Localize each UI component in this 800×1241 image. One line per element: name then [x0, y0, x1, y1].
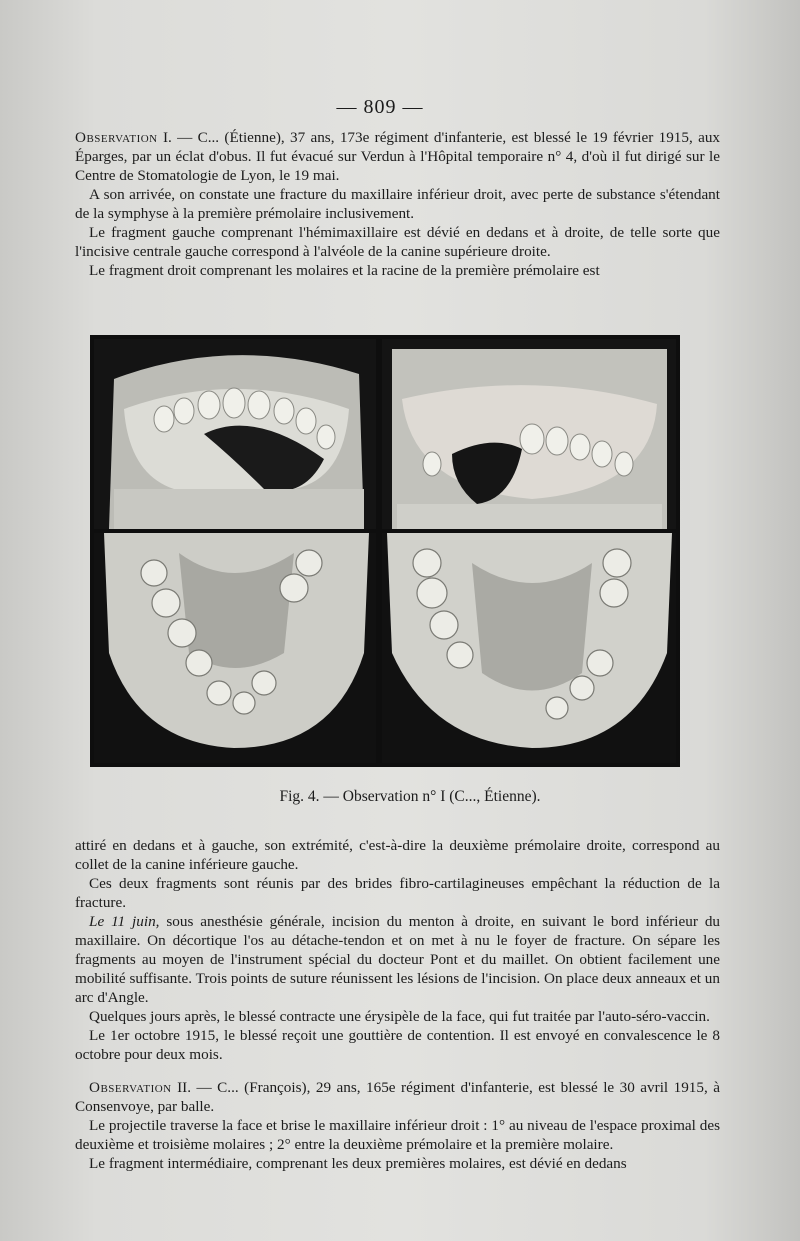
observation-1-heading: Observation — [75, 129, 158, 146]
spacer — [75, 1064, 720, 1078]
paragraph: Quelques jours après, le blessé contracte une érysipèle de la face, qui fut traitée par l'auto-séro-vaccin. — [89, 1008, 710, 1025]
paragraph: Le fragment intermédiaire, comprenant les deux premières molaires, est dévié en dedans — [89, 1155, 627, 1172]
paragraph: Le fragment droit comprenant les molaires et la racine de la première prémolaire est — [89, 262, 600, 279]
observation-1-text — [75, 128, 720, 280]
page-number: — 809 — — [336, 96, 424, 118]
cast-photo-bottom-left — [94, 533, 376, 763]
observation-1-continued — [75, 836, 720, 1173]
cast-photo-top-left — [94, 339, 376, 529]
paragraph: Le projectile traverse la face et brise le maxillaire inférieur droit : 1° au niveau de l'espace proximal des deuxième et troisième molaires ; 2° entre la deuxième prémolaire et la première molaire. — [75, 1117, 720, 1153]
paragraph: Ces deux fragments sont réunis par des brides fibro-cartilagineuses empêchant la réduction de la fracture. — [75, 875, 720, 911]
observation-1-intro: Observation I. — C... (Étienne), 37 ans, 173e régiment d'infanterie, est blessé le 19 février 1915, aux Éparges, par un éclat d'obus. Il fut évacué sur Verdun à l'Hôpital temporaire n° 4, d'où il fut dirigé sur le Centre de Stomatologie de Lyon, le 19 mai. — [75, 129, 721, 184]
paragraph: Le 1er octobre 1915, le blessé reçoit une gouttière de contention. Il est envoyé en convalescence le 8 octobre pour deux mois. — [75, 1027, 720, 1063]
cast-photo-top-right — [382, 339, 676, 529]
observation-2-heading: Observation — [89, 1079, 172, 1096]
paragraph: A son arrivée, on constate une fracture du maxillaire inférieur droit, avec perte de substance s'étendant de la symphyse à la première prémolaire inclusivement. — [75, 186, 720, 222]
paragraph: attiré en dedans et à gauche, son extrémité, c'est-à-dire la deuxième prémolaire droite, correspond au collet de la canine inférieure gauche. — [75, 837, 720, 873]
date-text: Le 11 juin, — [89, 913, 160, 930]
paragraph: Le fragment gauche comprenant l'hémimaxillaire est dévié en dedans et à droite, de telle sorte que l'incisive centrale gauche correspond à l'alvéole de la canine supérieure droite. — [75, 224, 720, 260]
paragraph: Le 11 juin, sous anesthésie générale, incision du menton à droite, en suivant le bord inférieur du maxillaire. On décortique l'os au détache-tendon et on met à nu le foyer de fracture. On sépare les fragments au moyen de l'instrument spécial du docteur Pont et du maillet. On obtient facilement une mobilité suffisante. Trois points de suture réunissent les lésions de l'incision. On place deux anneaux et un arc d'Angle. — [75, 913, 721, 1006]
figure-caption: Fig. 4. — Observation n° I (C..., Étienne). — [279, 788, 541, 805]
figure-dental-casts — [90, 335, 680, 767]
observation-2-intro: Observation II. — C... (François), 29 ans, 165e régiment d'infanterie, est blessé le 30 avril 1915, à Consenvoye, par balle. — [75, 1079, 720, 1115]
cast-photo-bottom-right — [382, 533, 676, 763]
